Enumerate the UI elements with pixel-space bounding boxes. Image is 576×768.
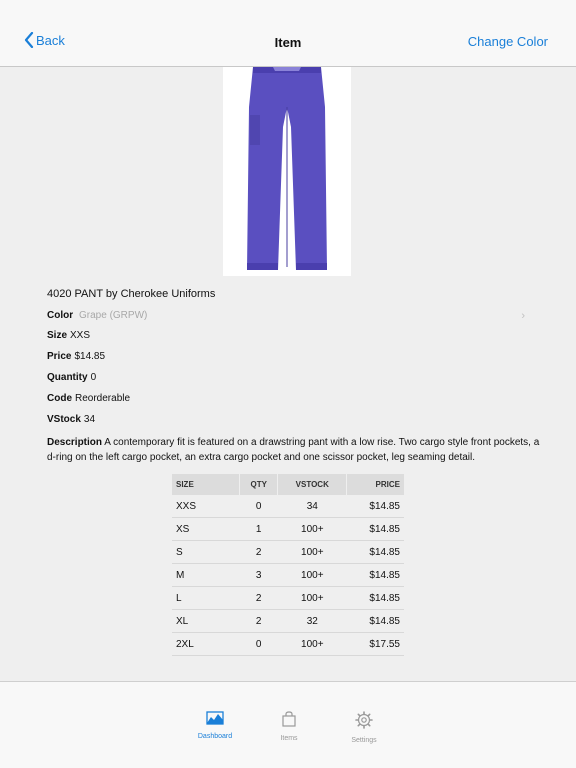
cell-size: XL bbox=[172, 610, 240, 633]
price-value: $14.85 bbox=[74, 351, 106, 362]
cell-vstock: 100+ bbox=[278, 541, 347, 564]
cell-size: L bbox=[172, 587, 240, 610]
color-value: Grape (GRPW) bbox=[79, 310, 148, 321]
page-title: Item bbox=[274, 35, 302, 50]
cell-vstock: 32 bbox=[278, 610, 347, 633]
tab-dashboard[interactable] bbox=[185, 711, 245, 740]
size-stock-table bbox=[172, 474, 404, 656]
cell-price: $14.85 bbox=[347, 518, 404, 541]
size-value: XXS bbox=[70, 330, 91, 341]
cell-qty: 2 bbox=[240, 541, 278, 564]
price-field bbox=[47, 351, 105, 362]
navigation-bar bbox=[0, 0, 576, 67]
table-header-row bbox=[172, 474, 404, 495]
tab-settings[interactable] bbox=[334, 711, 394, 744]
table-row bbox=[172, 610, 404, 633]
size-label: Size bbox=[47, 330, 68, 341]
price-label: Price bbox=[47, 351, 72, 362]
table-row bbox=[172, 518, 404, 541]
cell-size: 2XL bbox=[172, 633, 240, 656]
cell-vstock: 100+ bbox=[278, 564, 347, 587]
gear-icon bbox=[355, 711, 373, 729]
cell-size: XXS bbox=[172, 495, 240, 518]
size-field bbox=[47, 330, 90, 341]
cell-qty: 1 bbox=[240, 518, 278, 541]
quantity-label: Quantity bbox=[47, 372, 88, 383]
description-value: A contemporary fit is featured on a drawstring pant with a low rise. Two cargo style front pockets, a d-ring on the left cargo pocket, an extra cargo pocket and one scissor pocket, leg seaming detail. bbox=[47, 437, 540, 463]
cell-price: $14.85 bbox=[347, 541, 404, 564]
chevron-right-icon: › bbox=[521, 310, 525, 322]
cell-price: $14.85 bbox=[347, 564, 404, 587]
quantity-field bbox=[47, 372, 96, 383]
table-row bbox=[172, 495, 404, 518]
cell-size: M bbox=[172, 564, 240, 587]
table-row bbox=[172, 633, 404, 656]
vstock-field bbox=[47, 414, 95, 425]
code-value: Reorderable bbox=[75, 393, 131, 404]
table-row bbox=[172, 564, 404, 587]
change-color-button[interactable]: Change Color bbox=[467, 34, 548, 49]
cell-price: $14.85 bbox=[347, 587, 404, 610]
description-label: Description bbox=[47, 437, 103, 448]
product-image bbox=[223, 67, 351, 276]
table-row bbox=[172, 541, 404, 564]
table-row bbox=[172, 587, 404, 610]
cell-vstock: 100+ bbox=[278, 587, 347, 610]
color-label: Color bbox=[47, 310, 74, 321]
item-detail bbox=[0, 67, 576, 681]
tab-dashboard-label: Dashboard bbox=[197, 733, 233, 740]
cell-price: $14.85 bbox=[347, 610, 404, 633]
cell-vstock: 34 bbox=[278, 495, 347, 518]
cell-price: $14.85 bbox=[347, 495, 404, 518]
cell-qty: 0 bbox=[240, 633, 278, 656]
column-header-size: SIZE bbox=[172, 474, 240, 495]
color-selector[interactable] bbox=[47, 310, 527, 324]
cell-qty: 2 bbox=[240, 610, 278, 633]
column-header-price: PRICE bbox=[347, 474, 404, 495]
tab-items[interactable] bbox=[259, 711, 319, 742]
product-name: 4020 PANT by Cherokee Uniforms bbox=[47, 288, 216, 300]
cell-qty: 2 bbox=[240, 587, 278, 610]
column-header-qty: QTY bbox=[240, 474, 278, 495]
cell-size: XS bbox=[172, 518, 240, 541]
cell-price: $17.55 bbox=[347, 633, 404, 656]
dashboard-icon bbox=[206, 711, 224, 725]
cell-qty: 3 bbox=[240, 564, 278, 587]
product-description bbox=[47, 435, 542, 465]
tab-bar bbox=[0, 681, 576, 768]
cell-vstock: 100+ bbox=[278, 518, 347, 541]
code-field bbox=[47, 393, 130, 404]
quantity-value: 0 bbox=[90, 372, 97, 383]
vstock-label: VStock bbox=[47, 414, 81, 425]
bag-icon bbox=[281, 711, 297, 727]
code-label: Code bbox=[47, 393, 72, 404]
vstock-value: 34 bbox=[83, 414, 96, 425]
cell-vstock: 100+ bbox=[278, 633, 347, 656]
column-header-vstock: VSTOCK bbox=[278, 474, 347, 495]
cell-qty: 0 bbox=[240, 495, 278, 518]
tab-settings-label: Settings bbox=[351, 737, 377, 744]
tab-items-label: Items bbox=[280, 735, 298, 742]
back-label: Back bbox=[36, 32, 65, 48]
cell-size: S bbox=[172, 541, 240, 564]
